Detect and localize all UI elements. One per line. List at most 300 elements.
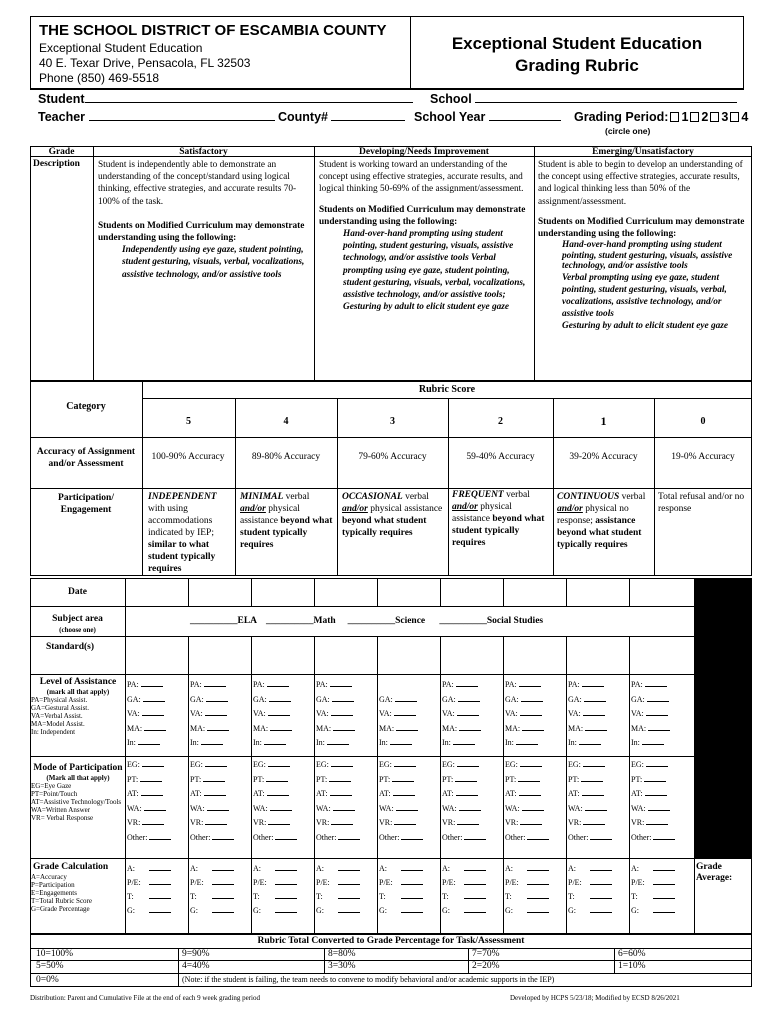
level-slot[interactable] bbox=[190, 736, 229, 751]
level-slot-blank[interactable] bbox=[270, 723, 292, 731]
grade-slot[interactable] bbox=[316, 904, 360, 918]
level-slot[interactable] bbox=[190, 722, 229, 737]
mode-slot-blank[interactable] bbox=[583, 759, 605, 767]
grade-slot-blank[interactable] bbox=[464, 891, 486, 899]
mode-slot-blank[interactable] bbox=[401, 832, 423, 840]
mode-slot[interactable] bbox=[316, 787, 360, 802]
mode-slot-blank[interactable] bbox=[394, 817, 416, 825]
grade-slot[interactable] bbox=[379, 876, 423, 890]
grade-slot[interactable] bbox=[505, 876, 549, 890]
mode-slot-blank[interactable] bbox=[142, 759, 164, 767]
level-slot-blank[interactable] bbox=[648, 723, 670, 731]
grade-slots-col-9 bbox=[631, 862, 675, 918]
grade-slot-blank[interactable] bbox=[275, 877, 297, 885]
level-slot[interactable] bbox=[316, 678, 355, 693]
level-slot-blank[interactable] bbox=[585, 723, 607, 731]
level-slot[interactable] bbox=[631, 693, 670, 708]
grade-slot-blank[interactable] bbox=[464, 877, 486, 885]
grade-slot[interactable] bbox=[127, 862, 171, 876]
grade-slot-blank[interactable] bbox=[590, 891, 612, 899]
mode-slot-blank[interactable] bbox=[329, 774, 351, 782]
mode-slot[interactable] bbox=[253, 787, 297, 802]
mode-slot[interactable] bbox=[190, 816, 234, 831]
level-slot-blank[interactable] bbox=[396, 723, 418, 731]
level-slot-blank[interactable] bbox=[390, 737, 412, 745]
mode-slot[interactable] bbox=[631, 831, 675, 846]
level-slot[interactable] bbox=[379, 722, 418, 737]
mode-slot[interactable] bbox=[442, 816, 486, 831]
grade-slot-blank[interactable] bbox=[401, 891, 423, 899]
level-slot[interactable] bbox=[568, 722, 607, 737]
mode-slot[interactable] bbox=[190, 758, 234, 773]
mode-slot[interactable] bbox=[316, 758, 360, 773]
mode-slot[interactable] bbox=[379, 816, 423, 831]
mode-slot[interactable] bbox=[253, 773, 297, 788]
grade-slot-blank[interactable] bbox=[590, 863, 612, 871]
grade-slot[interactable] bbox=[631, 862, 675, 876]
grade-slot-blank[interactable] bbox=[212, 891, 234, 899]
mode-slot[interactable] bbox=[568, 802, 612, 817]
mode-slot-blank[interactable] bbox=[266, 774, 288, 782]
mode-slot[interactable] bbox=[505, 802, 549, 817]
mode-slot-blank[interactable] bbox=[644, 774, 666, 782]
level-slot-blank[interactable] bbox=[522, 723, 544, 731]
grade-slot-blank[interactable] bbox=[527, 877, 549, 885]
mode-slot-blank[interactable] bbox=[393, 788, 415, 796]
subject-ela[interactable]: ELA bbox=[237, 616, 257, 626]
level-slot[interactable] bbox=[379, 693, 418, 708]
mode-slot[interactable] bbox=[316, 816, 360, 831]
grade-slot[interactable] bbox=[190, 890, 234, 904]
ela-blank[interactable]: __________ bbox=[190, 616, 238, 626]
mode-slot[interactable] bbox=[127, 802, 171, 817]
period-1-checkbox[interactable] bbox=[670, 112, 679, 122]
mode-slot[interactable] bbox=[505, 773, 549, 788]
level-slot[interactable] bbox=[127, 693, 166, 708]
grade-slot[interactable] bbox=[442, 904, 486, 918]
mode-slot-blank[interactable] bbox=[144, 803, 166, 811]
period-1-label: 1 bbox=[681, 110, 689, 124]
grade-slot[interactable] bbox=[379, 890, 423, 904]
level-slot-blank[interactable] bbox=[519, 679, 541, 687]
mode-slot[interactable] bbox=[568, 773, 612, 788]
mode-slot-blank[interactable] bbox=[331, 759, 353, 767]
mode-slot-blank[interactable] bbox=[522, 803, 544, 811]
grade-slot-blank[interactable] bbox=[590, 877, 612, 885]
grade-slot[interactable] bbox=[631, 876, 675, 890]
mode-slot-blank[interactable] bbox=[212, 832, 234, 840]
level-slots-col-5 bbox=[379, 678, 418, 751]
grade-slot-blank[interactable] bbox=[527, 863, 549, 871]
mode-slot[interactable] bbox=[190, 831, 234, 846]
level-slot[interactable] bbox=[379, 736, 418, 751]
school-year-input[interactable] bbox=[489, 110, 561, 121]
level-slot-blank[interactable] bbox=[264, 737, 286, 745]
level-slot[interactable] bbox=[568, 678, 607, 693]
mode-slot-blank[interactable] bbox=[456, 788, 478, 796]
grade-slot-blank[interactable] bbox=[527, 891, 549, 899]
mode-slot-blank[interactable] bbox=[527, 832, 549, 840]
grade-slot[interactable] bbox=[568, 862, 612, 876]
level-slot-blank[interactable] bbox=[456, 679, 478, 687]
grade-slot-blank[interactable] bbox=[464, 863, 486, 871]
mode-slot-blank[interactable] bbox=[140, 774, 162, 782]
level-slot[interactable] bbox=[568, 707, 607, 722]
level-slot[interactable] bbox=[190, 693, 229, 708]
grade-slot[interactable] bbox=[442, 876, 486, 890]
level-slot[interactable] bbox=[316, 707, 355, 722]
mode-slot-blank[interactable] bbox=[331, 817, 353, 825]
mode-slot-blank[interactable] bbox=[653, 832, 675, 840]
level-slot-blank[interactable] bbox=[201, 737, 223, 745]
mode-slot[interactable] bbox=[505, 831, 549, 846]
level-slot[interactable] bbox=[127, 736, 166, 751]
grade-slot-blank[interactable] bbox=[527, 905, 549, 913]
grade-slots-col-6 bbox=[442, 862, 486, 918]
grade-slot-blank[interactable] bbox=[464, 905, 486, 913]
grade-slot-blank[interactable] bbox=[653, 863, 675, 871]
grade-slot[interactable] bbox=[316, 862, 360, 876]
mode-slot[interactable] bbox=[442, 831, 486, 846]
grade-slot-blank[interactable] bbox=[653, 905, 675, 913]
mode-slot[interactable] bbox=[568, 758, 612, 773]
grade-slot[interactable] bbox=[253, 904, 297, 918]
level-slot[interactable] bbox=[442, 736, 481, 751]
level-slot-blank[interactable] bbox=[331, 708, 353, 716]
student-input[interactable] bbox=[85, 92, 413, 103]
grade-slot[interactable] bbox=[505, 862, 549, 876]
grade-slot[interactable] bbox=[631, 904, 675, 918]
level-slot[interactable] bbox=[190, 678, 229, 693]
mode-slot[interactable] bbox=[379, 831, 423, 846]
school-input[interactable] bbox=[475, 92, 737, 103]
grade-slot-blank[interactable] bbox=[212, 877, 234, 885]
grade-slot[interactable] bbox=[631, 890, 675, 904]
grade-slot[interactable] bbox=[127, 890, 171, 904]
mode-slot-blank[interactable] bbox=[149, 832, 171, 840]
level-slot-blank[interactable] bbox=[459, 723, 481, 731]
level-slot-blank[interactable] bbox=[395, 694, 417, 702]
grade-slot[interactable] bbox=[190, 904, 234, 918]
mode-slot-blank[interactable] bbox=[585, 803, 607, 811]
mode-slot[interactable] bbox=[127, 816, 171, 831]
mode-slot-blank[interactable] bbox=[457, 817, 479, 825]
mode-slot-blank[interactable] bbox=[459, 803, 481, 811]
mode-slot[interactable] bbox=[568, 831, 612, 846]
grade-slot[interactable] bbox=[442, 890, 486, 904]
level-slot[interactable] bbox=[253, 678, 292, 693]
grade-slot[interactable] bbox=[568, 890, 612, 904]
mode-slot-blank[interactable] bbox=[518, 774, 540, 782]
satisfactory-modified-heading: Students on Modified Curriculum may demonstrate understanding using the following: bbox=[98, 220, 305, 244]
mode-slot-blank[interactable] bbox=[205, 817, 227, 825]
mode-slot-blank[interactable] bbox=[142, 817, 164, 825]
mode-slot-blank[interactable] bbox=[520, 817, 542, 825]
mode-slot-blank[interactable] bbox=[333, 803, 355, 811]
mode-slot[interactable] bbox=[379, 802, 423, 817]
level-slot[interactable] bbox=[316, 693, 355, 708]
level-slot[interactable] bbox=[568, 693, 607, 708]
level-slot-blank[interactable] bbox=[205, 708, 227, 716]
level-slot[interactable] bbox=[442, 707, 481, 722]
mode-slot-blank[interactable] bbox=[338, 832, 360, 840]
level-slot[interactable] bbox=[505, 693, 544, 708]
period-2-checkbox[interactable] bbox=[690, 112, 699, 122]
mode-slot[interactable] bbox=[442, 758, 486, 773]
mode-slot[interactable] bbox=[379, 758, 423, 773]
level-slot[interactable] bbox=[631, 678, 670, 693]
mode-slot[interactable] bbox=[505, 816, 549, 831]
mode-slot[interactable] bbox=[631, 758, 675, 773]
mode-slot[interactable] bbox=[631, 773, 675, 788]
mode-slot-blank[interactable] bbox=[207, 803, 229, 811]
level-slot[interactable] bbox=[631, 707, 670, 722]
mode-slot-blank[interactable] bbox=[455, 774, 477, 782]
grade-slot[interactable] bbox=[568, 876, 612, 890]
level-slot-blank[interactable] bbox=[584, 694, 606, 702]
level-slot-blank[interactable] bbox=[207, 723, 229, 731]
grade-slot[interactable] bbox=[568, 904, 612, 918]
level-slot-blank[interactable] bbox=[141, 679, 163, 687]
mode-slot-blank[interactable] bbox=[270, 803, 292, 811]
level-slot-blank[interactable] bbox=[453, 737, 475, 745]
level-slot[interactable] bbox=[631, 722, 670, 737]
mode-slot[interactable] bbox=[316, 831, 360, 846]
level-slot[interactable] bbox=[505, 678, 544, 693]
grade-slot-blank[interactable] bbox=[590, 905, 612, 913]
grade-slot-blank[interactable] bbox=[275, 905, 297, 913]
mode-slot-blank[interactable] bbox=[581, 774, 603, 782]
level-slot[interactable] bbox=[505, 707, 544, 722]
subject-social-studies[interactable]: Social Studies bbox=[486, 616, 544, 626]
mode-slot-label: PT: bbox=[442, 774, 456, 784]
mode-slot-blank[interactable] bbox=[268, 817, 290, 825]
grade-slot[interactable] bbox=[127, 904, 171, 918]
level-slot-blank[interactable] bbox=[143, 694, 165, 702]
grade-slot-blank[interactable] bbox=[149, 863, 171, 871]
mode-slot[interactable] bbox=[127, 758, 171, 773]
level-slot-blank[interactable] bbox=[646, 708, 668, 716]
mode-slot[interactable] bbox=[127, 773, 171, 788]
mode-slot[interactable] bbox=[505, 787, 549, 802]
grade-slot[interactable] bbox=[379, 904, 423, 918]
level-slot-blank[interactable] bbox=[268, 708, 290, 716]
mode-slot-blank[interactable] bbox=[457, 759, 479, 767]
level-key-in: In: Independent bbox=[31, 728, 76, 736]
teacher-input[interactable] bbox=[89, 110, 275, 121]
level-slot-label: PA: bbox=[505, 680, 519, 689]
mode-slot[interactable] bbox=[253, 816, 297, 831]
subject-math[interactable]: Math bbox=[313, 616, 336, 626]
grade-slot-blank[interactable] bbox=[401, 877, 423, 885]
conv-7: 7=70% bbox=[472, 949, 500, 959]
mode-slot[interactable] bbox=[442, 773, 486, 788]
grade-slot[interactable] bbox=[316, 890, 360, 904]
grade-slot[interactable] bbox=[253, 876, 297, 890]
level-slot-blank[interactable] bbox=[521, 694, 543, 702]
level-slot-blank[interactable] bbox=[645, 679, 667, 687]
mode-slot-blank[interactable] bbox=[267, 788, 289, 796]
county-input[interactable] bbox=[331, 110, 405, 121]
level-slot[interactable] bbox=[505, 722, 544, 737]
mode-slot[interactable] bbox=[190, 787, 234, 802]
grade-slots-col-3 bbox=[253, 862, 297, 918]
grade-slot-blank[interactable] bbox=[401, 905, 423, 913]
level-slot[interactable] bbox=[253, 707, 292, 722]
level-slot[interactable] bbox=[505, 736, 544, 751]
mode-slot-label: VR: bbox=[568, 818, 584, 827]
grade-slot-blank[interactable] bbox=[275, 863, 297, 871]
level-slot[interactable] bbox=[442, 693, 481, 708]
level-slot-blank[interactable] bbox=[142, 708, 164, 716]
level-slot-blank[interactable] bbox=[582, 679, 604, 687]
level-slot-blank[interactable] bbox=[333, 723, 355, 731]
mode-slot[interactable] bbox=[379, 787, 423, 802]
mode-slot[interactable] bbox=[316, 773, 360, 788]
period-3-checkbox[interactable] bbox=[710, 112, 719, 122]
social-studies-blank[interactable]: __________ bbox=[439, 616, 487, 626]
grade-slot-label: G: bbox=[127, 906, 135, 915]
level-slot-blank[interactable] bbox=[327, 737, 349, 745]
grade-slot[interactable] bbox=[505, 904, 549, 918]
mode-slot[interactable] bbox=[253, 831, 297, 846]
level-slot-blank[interactable] bbox=[138, 737, 160, 745]
mode-slot-blank[interactable] bbox=[648, 803, 670, 811]
mode-slot[interactable] bbox=[568, 816, 612, 831]
grade-slot-blank[interactable] bbox=[338, 863, 360, 871]
grade-slot[interactable] bbox=[190, 862, 234, 876]
school-field-row bbox=[430, 92, 737, 106]
mode-slot-blank[interactable] bbox=[203, 774, 225, 782]
grade-slot[interactable] bbox=[253, 890, 297, 904]
level-slot[interactable] bbox=[442, 678, 481, 693]
mode-slot-blank[interactable] bbox=[583, 817, 605, 825]
level-slot-blank[interactable] bbox=[458, 694, 480, 702]
grade-slot[interactable] bbox=[127, 876, 171, 890]
mode-slot-blank[interactable] bbox=[204, 788, 226, 796]
level-slot[interactable] bbox=[442, 722, 481, 737]
level-slot[interactable] bbox=[316, 736, 355, 751]
grade-slot-blank[interactable] bbox=[149, 905, 171, 913]
science-blank[interactable]: __________ bbox=[347, 616, 396, 626]
grade-slot-blank[interactable] bbox=[401, 863, 423, 871]
level-slot-blank[interactable] bbox=[144, 723, 166, 731]
level-slot[interactable] bbox=[568, 736, 607, 751]
grade-slot[interactable] bbox=[190, 876, 234, 890]
mode-slot-blank[interactable] bbox=[582, 788, 604, 796]
mode-slot[interactable] bbox=[253, 758, 297, 773]
grade-slot-blank[interactable] bbox=[338, 891, 360, 899]
level-slot-blank[interactable] bbox=[394, 708, 416, 716]
mode-slot[interactable] bbox=[190, 773, 234, 788]
mode-slot[interactable] bbox=[253, 802, 297, 817]
grade-slot-blank[interactable] bbox=[149, 891, 171, 899]
grade-slot-blank[interactable] bbox=[338, 877, 360, 885]
level-slot[interactable] bbox=[379, 707, 418, 722]
grade-slot[interactable] bbox=[379, 862, 423, 876]
mode-slot[interactable] bbox=[631, 787, 675, 802]
level-slot-blank[interactable] bbox=[457, 708, 479, 716]
level-slot-blank[interactable] bbox=[583, 708, 605, 716]
level-slot[interactable] bbox=[190, 707, 229, 722]
level-slot-blank[interactable] bbox=[332, 694, 354, 702]
level-slot[interactable] bbox=[253, 693, 292, 708]
mode-slot[interactable] bbox=[379, 773, 423, 788]
level-slot-blank[interactable] bbox=[520, 708, 542, 716]
level-slot[interactable] bbox=[127, 707, 166, 722]
grade-slot-blank[interactable] bbox=[338, 905, 360, 913]
mode-slot-blank[interactable] bbox=[330, 788, 352, 796]
mode-slot-blank[interactable] bbox=[141, 788, 163, 796]
level-slot-blank[interactable] bbox=[267, 679, 289, 687]
level-slot[interactable] bbox=[379, 678, 418, 693]
mode-slot[interactable] bbox=[631, 816, 675, 831]
mode-slot-blank[interactable] bbox=[464, 832, 486, 840]
mode-slot-blank[interactable] bbox=[392, 774, 414, 782]
mode-slot-blank[interactable] bbox=[645, 788, 667, 796]
level-slot-blank[interactable] bbox=[647, 694, 669, 702]
mode-slot[interactable] bbox=[568, 787, 612, 802]
mode-slot[interactable] bbox=[316, 802, 360, 817]
period-4-checkbox[interactable] bbox=[730, 112, 739, 122]
level-slot[interactable] bbox=[631, 736, 670, 751]
mode-slot[interactable] bbox=[127, 787, 171, 802]
level-slot-blank[interactable] bbox=[204, 679, 226, 687]
mode-slot-blank[interactable] bbox=[646, 759, 668, 767]
level-slot-blank[interactable] bbox=[579, 737, 601, 745]
level-slot[interactable] bbox=[127, 678, 166, 693]
grade-slot[interactable] bbox=[316, 876, 360, 890]
grade-slot[interactable] bbox=[505, 890, 549, 904]
level-slot[interactable] bbox=[316, 722, 355, 737]
mode-slot-blank[interactable] bbox=[394, 759, 416, 767]
grade-slot-blank[interactable] bbox=[149, 877, 171, 885]
grade-slot-blank[interactable] bbox=[212, 905, 234, 913]
level-slot-blank[interactable] bbox=[330, 679, 352, 687]
mode-slot[interactable] bbox=[127, 831, 171, 846]
level-slot[interactable] bbox=[253, 722, 292, 737]
grade-slot[interactable] bbox=[253, 862, 297, 876]
mode-slot-blank[interactable] bbox=[646, 817, 668, 825]
mode-slot-blank[interactable] bbox=[275, 832, 297, 840]
level-slot[interactable] bbox=[253, 736, 292, 751]
grade-slot-blank[interactable] bbox=[212, 863, 234, 871]
mode-slot-blank[interactable] bbox=[396, 803, 418, 811]
level-slot-blank[interactable] bbox=[206, 694, 228, 702]
level-slot[interactable] bbox=[127, 722, 166, 737]
grade-slot-blank[interactable] bbox=[653, 877, 675, 885]
level-slot-blank[interactable] bbox=[642, 737, 664, 745]
mode-slot-blank[interactable] bbox=[519, 788, 541, 796]
mode-slot[interactable] bbox=[190, 802, 234, 817]
mode-slot-blank[interactable] bbox=[520, 759, 542, 767]
grade-slot[interactable] bbox=[442, 862, 486, 876]
mode-slot[interactable] bbox=[442, 787, 486, 802]
mode-slot[interactable] bbox=[442, 802, 486, 817]
grade-slot-blank[interactable] bbox=[653, 891, 675, 899]
level-slot-blank[interactable] bbox=[516, 737, 538, 745]
math-blank[interactable]: __________ bbox=[266, 616, 314, 626]
grade-slot-blank[interactable] bbox=[275, 891, 297, 899]
mode-slot[interactable] bbox=[631, 802, 675, 817]
mode-slot-blank[interactable] bbox=[268, 759, 290, 767]
level-slot-blank[interactable] bbox=[269, 694, 291, 702]
mode-slot-blank[interactable] bbox=[590, 832, 612, 840]
mode-slot[interactable] bbox=[505, 758, 549, 773]
mode-slot-blank[interactable] bbox=[205, 759, 227, 767]
participation-2-and: and/or bbox=[452, 502, 478, 512]
subject-science[interactable]: Science bbox=[395, 616, 426, 626]
